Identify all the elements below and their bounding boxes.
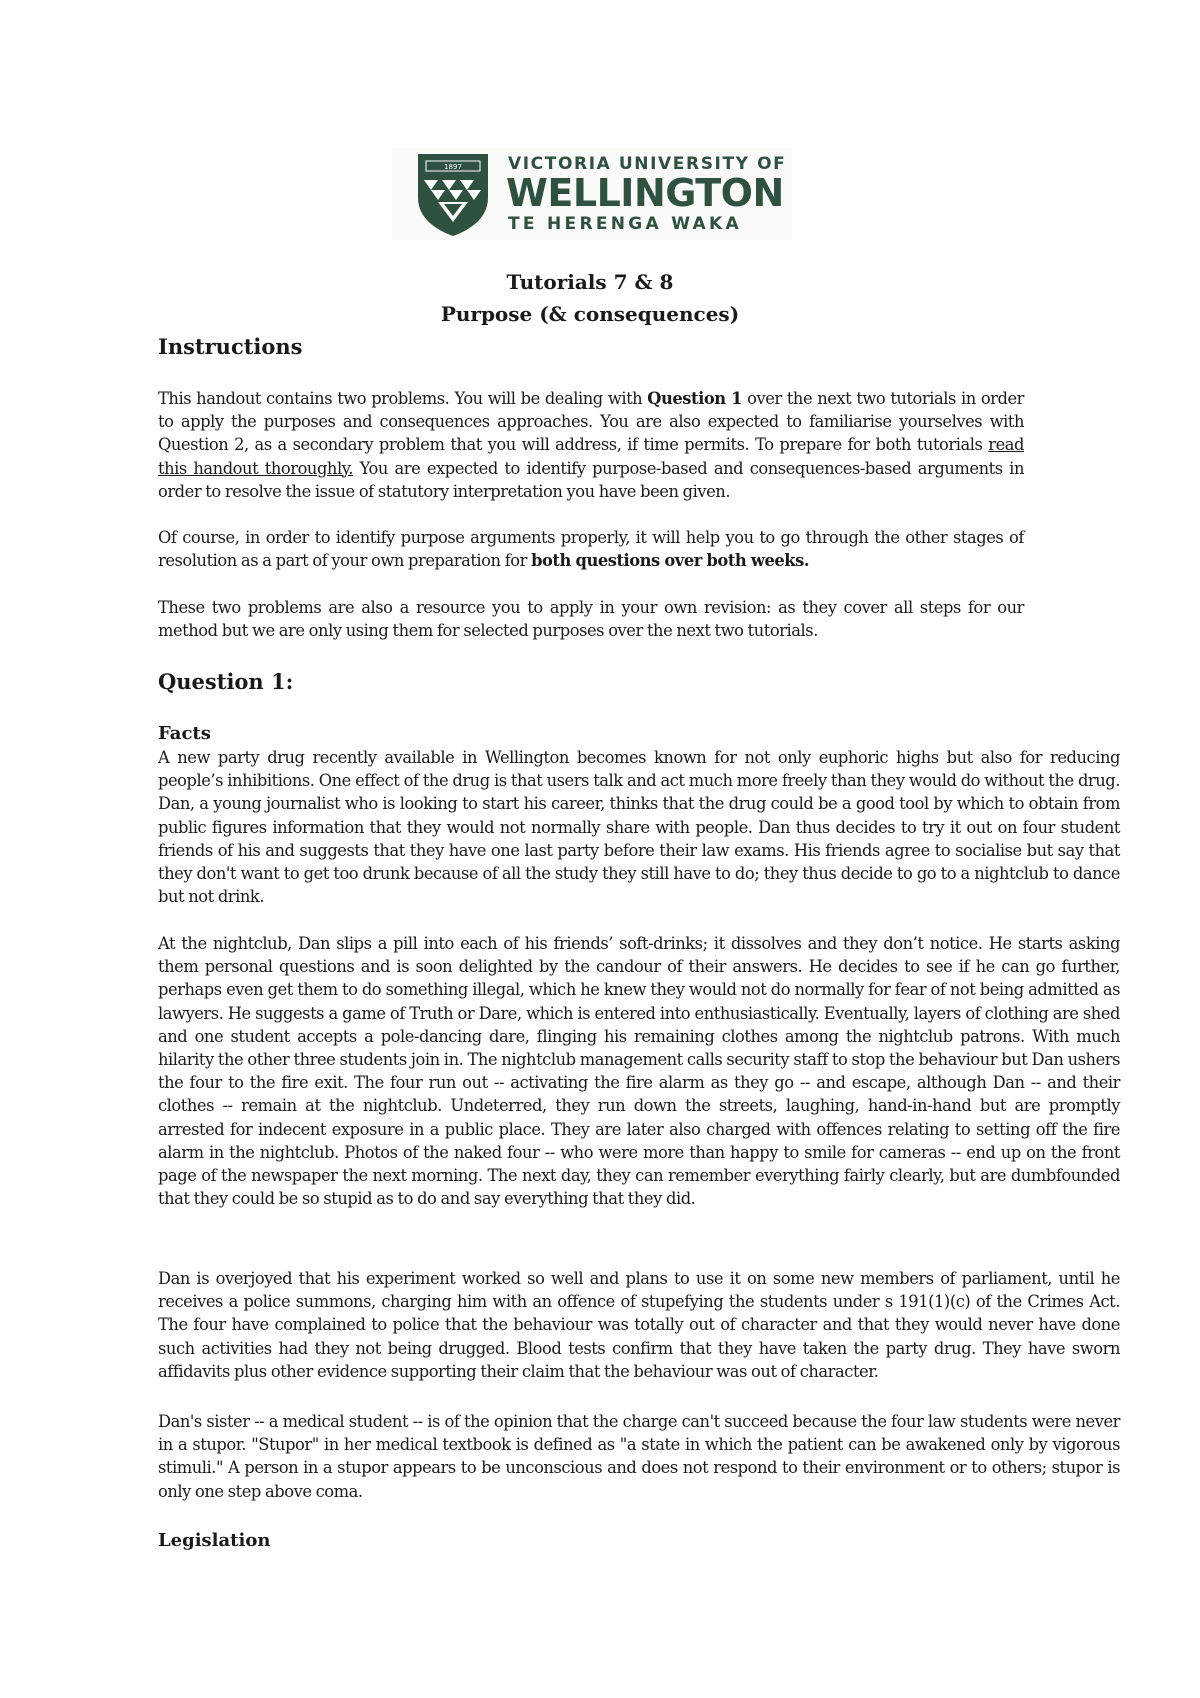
facts-paragraph-1: A new party drug recently available in Wellington becomes known for not only euphoric highs but also for reducing people’s inhibitions. One effect of the drug is that users talk and act much more freely than they would do without the drug. Dan, a young journalist who is looking to start his career, thinks that the drug could be a good tool by which to obtain from public figures information that they would not normally share with people. Dan thus decides to try it out on four student friends of his and suggests that they have one last party before their law exams. His friends agree to socialise but say that they don't want to get too drunk because of all the study they still have to do; they thus decide to go to a nightclub to dance but not drink. [158, 748, 1120, 907]
logo-year: 1897 [444, 163, 462, 171]
intro-paragraph-1: This handout contains two problems. You will be dealing with Question 1 over the next two tutorials in order to apply the purposes and consequences approaches. You are also expected to familiarise yourselves with Question 2, as a secondary problem that you will address, if time permits. To prepare for both tutorials read this handout thoroughly. You are expected to identify purpose-based and consequences-based arguments in order to resolve the issue of statutory interpretation you have been given. [158, 389, 1025, 501]
intro-paragraph-3: These two problems are also a resource you to apply in your own revision: as they cover all steps for our method but we are only using them for selected purposes over the next two tutorials. [158, 598, 1024, 641]
intro-paragraph-2: Of course, in order to identify purpose arguments properly, it will help you to go through the other stages of resolution as a part of your own preparation for both questions over both weeks. [158, 528, 1024, 571]
university-logo [392, 148, 792, 240]
logo-line-3: TE HERENGA WAKA [508, 214, 742, 234]
document-subtitle: Purpose (& consequences) [440, 302, 740, 326]
logo-line-2: WELLINGTON [506, 171, 784, 215]
question-1-heading: Question 1: [158, 669, 294, 694]
instructions-heading: Instructions [158, 334, 303, 359]
facts-paragraph-3: Dan is overjoyed that his experiment worked so well and plans to use it on some new members of parliament, until he receives a police summons, charging him with an offence of stupefying the students under s 191(1)(c) of the Crimes Act. The four have complained to police that the behaviour was totally out of character and that they would never have done such activities had they not being drugged. Blood tests confirm that they have taken the party drug. They have sworn affidavits plus other evidence supporting their claim that the behaviour was out of character. [158, 1269, 1120, 1381]
facts-paragraph-2: At the nightclub, Dan slips a pill into each of his friends’ soft-drinks; it dissolves and they don’t notice. He starts asking them personal questions and is soon delighted by the candour of their answers. He decides to see if he can go further, perhaps even get them to do something illegal, which he knew they would not do normally for fear of not being admitted as lawyers. He suggests a game of Truth or Dare, which is entered into enthusiastically. Eventually, layers of clothing are shed and one student accepts a pole-dancing dare, flinging his remaining clothes among the nightclub patrons. With much hilarity the other three students join in. The nightclub management calls security staff to stop the behaviour but Dan ushers the four to the fire exit. The four run out -- activating the fire alarm as they go -- and escape, although Dan -- and their clothes -- remain at the nightclub. Undeterred, they run down the streets, laughing, hand-in-hand but are promptly arrested for indecent exposure in a public place. They are later also charged with offences relating to setting off the fire alarm in the nightclub. Photos of the naked four -- who were more than happy to smile for cameras -- end up on the front page of the newspaper the next morning. The next day, they can remember everything fairly clearly, but are dumbfounded that they could be so stupid as to do and say everything that they did. [158, 934, 1120, 1209]
shield-crest-icon [416, 152, 490, 238]
facts-heading: Facts [158, 723, 211, 744]
legislation-heading: Legislation [158, 1530, 271, 1551]
facts-paragraph-4: Dan's sister -- a medical student -- is of the opinion that the charge can't succeed because the four law students were never in a stupor. "Stupor" in her medical textbook is defined as "a state in which the patient can be awakened only by vigorous stimuli." A person in a stupor appears to be unconscious and does not respond to their environment or to others; stupor is only one step above coma. [158, 1412, 1120, 1501]
logo-line-1: VICTORIA UNIVERSITY OF [508, 154, 787, 174]
document-title: Tutorials 7 & 8 [506, 270, 674, 294]
